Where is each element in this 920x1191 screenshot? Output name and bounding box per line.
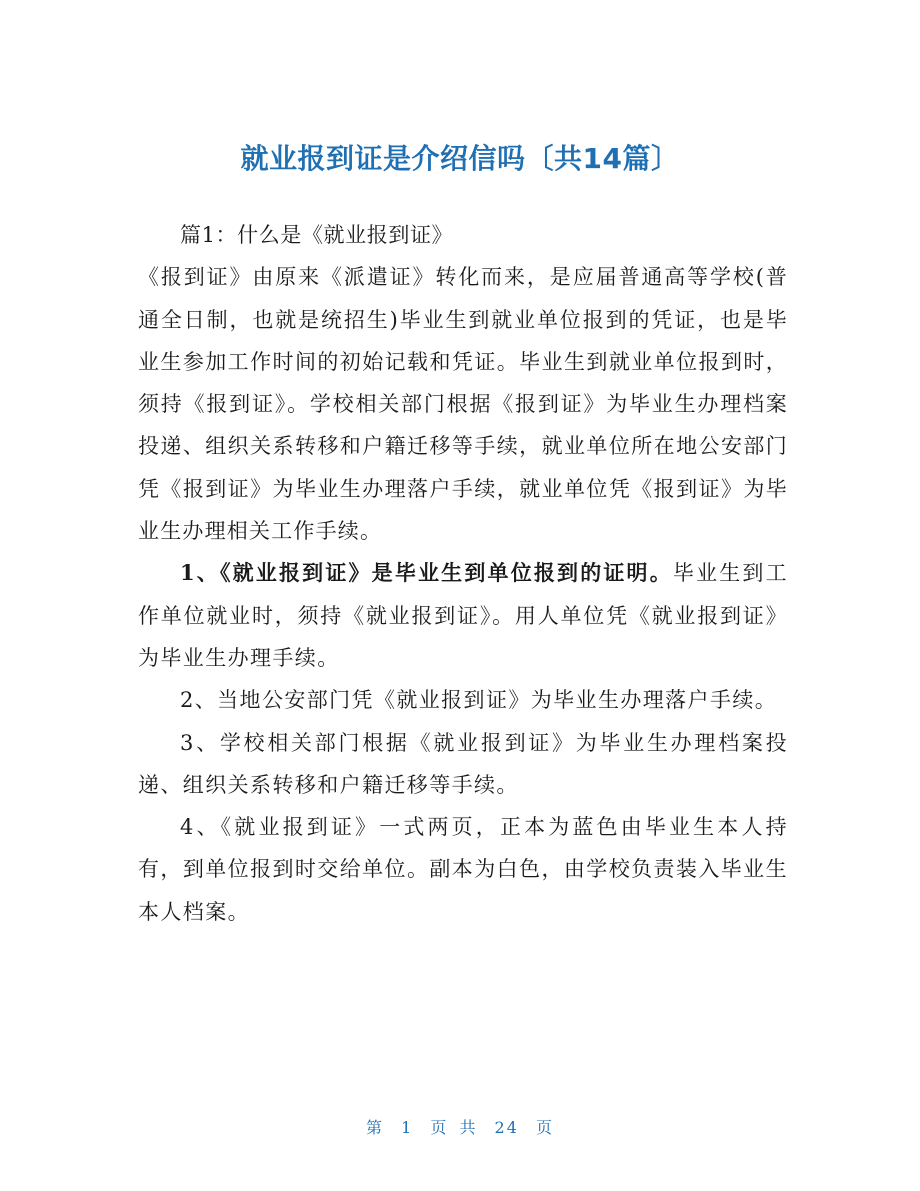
list-item-2 xyxy=(138,679,788,721)
list-item-3-text: 3、学校相关部门根据《就业报到证》为毕业生办理档案投递、组织关系转移和户籍迁移等手续。 xyxy=(138,730,788,797)
list-item-4 xyxy=(138,806,788,933)
document-body xyxy=(138,214,788,933)
list-item-2-text: 2、当地公安部门凭《就业报到证》为毕业生办理落户手续。 xyxy=(180,688,778,713)
page-footer xyxy=(0,1115,920,1138)
footer-current-page: 1 xyxy=(401,1118,414,1137)
list-item-1 xyxy=(138,552,788,679)
list-item-1-lead: 1、《就业报到证》是毕业生到单位报到的证明。 xyxy=(180,560,673,586)
footer-total-pages: 24 xyxy=(494,1118,519,1137)
intro-paragraph: 《报到证》由原来《派遣证》转化而来，是应届普通高等学校(普通全日制，也就是统招生)毕业生到就业单位报到的凭证，也是毕业生参加工作时间的初始记载和凭证。毕业生到就业单位报到时，须持《报到证》。学校相关部门根据《报到证》为毕业生办理档案投递、组织关系转移和户籍迁移等手续，就业单位所在地公安部门凭《报到证》为毕业生办理落户手续，就业单位凭《报到证》为毕业生办理相关工作手续。 xyxy=(138,265,788,544)
footer-label-of: 页 共 xyxy=(430,1118,478,1137)
list-item-3 xyxy=(138,722,788,807)
footer-label-page: 第 xyxy=(365,1118,384,1137)
section-heading: 篇1：什么是《就业报到证》 xyxy=(180,223,454,247)
list-item-4-text: 4、《就业报到证》一式两页，正本为蓝色由毕业生本人持有，到单位报到时交给单位。副本为白色，由学校负责装入毕业生本人档案。 xyxy=(138,815,788,924)
document-title: 就业报到证是介绍信吗〔共14篇〕 xyxy=(240,141,680,175)
footer-label-end: 页 xyxy=(536,1118,555,1137)
list-item-1-text: 毕业生到工作单位就业时，须持《就业报到证》。用人单位凭《就业报到证》为毕业生办理手续。 xyxy=(138,561,788,670)
